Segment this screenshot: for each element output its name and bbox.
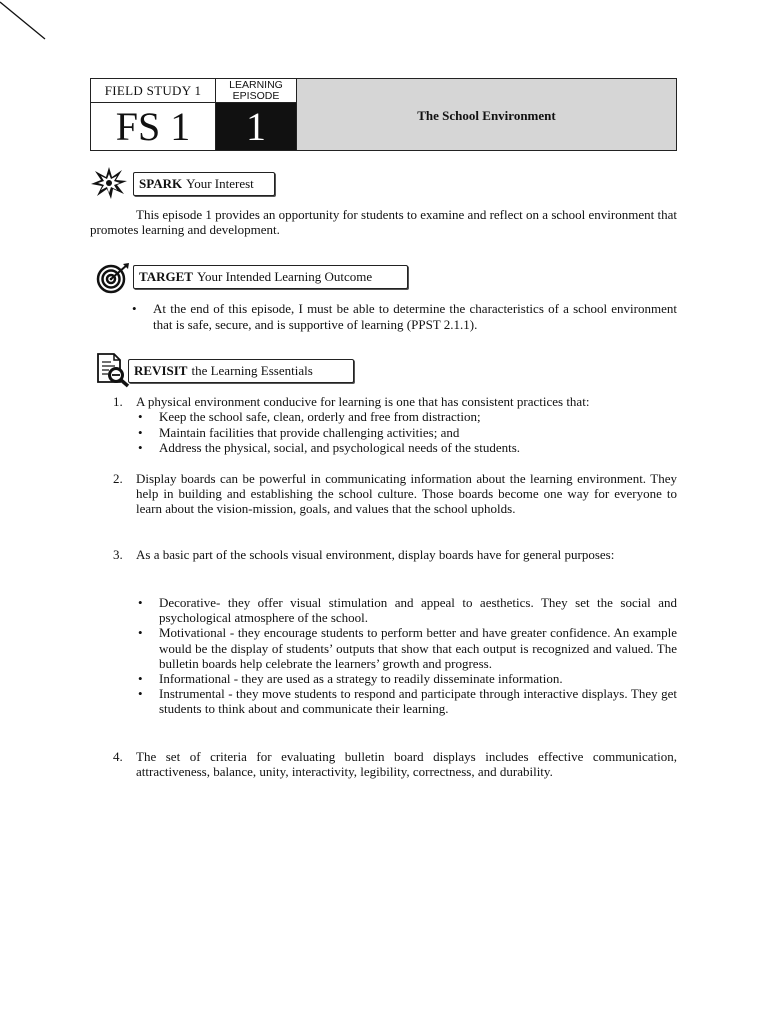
episode-header xyxy=(90,78,677,151)
item-text: A physical environment conducive for learning is one that has consistent practices that: xyxy=(136,394,590,409)
item-text: Display boards can be powerful in communicating information about the learning environment. They help in building and establishing the school culture. Those boards become one way for everyone to learn about the vision-mission, goals, and values that the school upholds. xyxy=(136,471,677,517)
revisit-bold: REVISIT xyxy=(134,363,188,378)
episode-cell xyxy=(216,79,297,150)
target-bold: TARGET xyxy=(139,269,193,284)
list-item xyxy=(136,440,677,456)
bullet-dot: • xyxy=(138,409,143,424)
bullet-dot: • xyxy=(138,686,143,702)
episode-title-cell xyxy=(297,79,676,150)
bullet-dot: • xyxy=(132,301,137,316)
revisit-item-1 xyxy=(90,394,677,409)
list-item xyxy=(130,301,677,332)
bullet-dot: • xyxy=(138,440,143,455)
list-item xyxy=(136,409,677,425)
episode-title: The School Environment xyxy=(417,108,556,123)
bullet-dot: • xyxy=(138,595,143,610)
target-bullet-text: At the end of this episode, I must be able to determine the characteristics of a school environment that is safe, secure, and is supportive of learning (PPST 2.1.1). xyxy=(153,301,677,332)
item-text: As a basic part of the schools visual environment, display boards have for general purposes: xyxy=(136,547,615,562)
item-number: 3. xyxy=(113,547,123,562)
spark-paragraph-text: This episode 1 provides an opportunity for students to examine and reflect on a school environment that promotes learning and development. xyxy=(90,207,677,238)
spark-paragraph xyxy=(90,207,677,237)
corner-fold-line xyxy=(0,0,50,45)
revisit-rest: the Learning Essentials xyxy=(191,363,313,378)
revisit-item-4 xyxy=(90,749,677,779)
list-item xyxy=(136,625,677,671)
revisit-item-3 xyxy=(90,547,677,562)
list-item xyxy=(136,671,677,686)
bullet-text: Keep the school safe, clean, orderly and free from distraction; xyxy=(159,409,481,424)
episode-label-line1: LEARNING xyxy=(229,78,283,91)
target-bullet-list xyxy=(130,301,677,332)
list-item xyxy=(136,425,677,441)
item-number: 2. xyxy=(113,471,123,486)
spark-burst-icon xyxy=(90,166,128,200)
episode-label xyxy=(216,79,296,103)
bullet-dot: • xyxy=(138,424,143,440)
document-magnifier-icon xyxy=(95,352,131,388)
bullet-text: Address the physical, social, and psychological needs of the students. xyxy=(159,440,521,455)
bullet-text: Informational - they are used as a strategy to readily disseminate information. xyxy=(159,671,563,687)
bullet-text: Decorative- they offer visual stimulation and appeal to aesthetics. They set the social and psychological atmosphere of the school. xyxy=(159,595,677,626)
target-banner xyxy=(133,265,408,289)
item-number: 4. xyxy=(113,749,123,764)
item-number: 1. xyxy=(113,394,123,409)
bullet-text: Maintain facilities that provide challenging activities; and xyxy=(159,424,460,440)
spark-rest: Your Interest xyxy=(186,176,254,191)
course-label: FIELD STUDY 1 xyxy=(91,79,215,103)
episode-label-line2: EPISODE xyxy=(232,89,280,102)
target-rest: Your Intended Learning Outcome xyxy=(196,269,373,284)
list-item xyxy=(136,686,677,716)
spark-bold: SPARK xyxy=(139,176,183,191)
bullet-dot: • xyxy=(138,625,143,641)
spark-banner xyxy=(133,172,275,196)
bullet-dot: • xyxy=(138,671,143,687)
item-text: The set of criteria for evaluating bulletin board displays includes effective communication, attractiveness, balance, unity, interactivity, legibility, correctness, and durability. xyxy=(136,749,677,780)
episode-number: 1 xyxy=(216,103,296,150)
revisit-item-1-bullets xyxy=(136,409,677,456)
course-cell xyxy=(91,79,216,150)
revisit-item-3-bullets xyxy=(136,595,677,717)
target-icon xyxy=(96,262,130,294)
list-item xyxy=(136,595,677,625)
course-code: FS 1 xyxy=(115,104,191,149)
revisit-item-2 xyxy=(90,471,677,517)
revisit-banner xyxy=(128,359,354,383)
bullet-text: Instrumental - they move students to respond and participate through interactive displays. They get students to think about and communicate their learning. xyxy=(159,686,677,717)
bullet-text: Motivational - they encourage students to perform better and have greater confidence. An example would be the display of students’ outputs that show that each output is recognized and valued. The bulletin boards help celebrate the learners’ growth and progress. xyxy=(159,625,677,671)
